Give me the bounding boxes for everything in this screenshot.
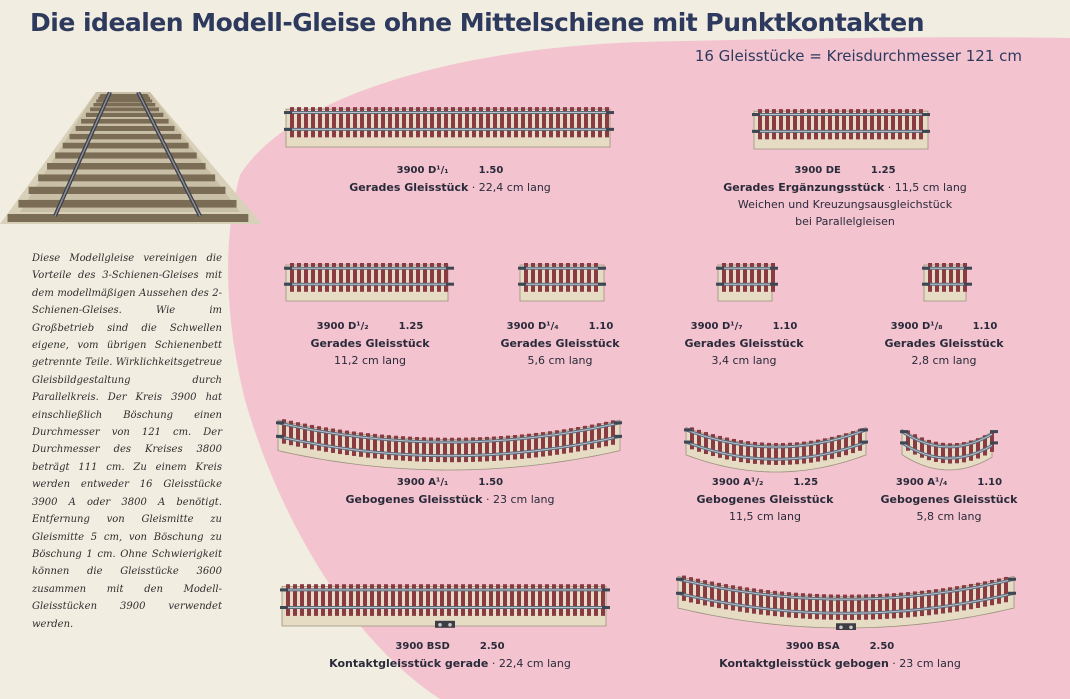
item-name: Kontaktgleisstück gebogen — [719, 657, 889, 670]
caption-3900-a1-1 — [300, 474, 600, 508]
item-code: 3900 D¹/₁ — [396, 165, 449, 176]
item-detail: · 22,4 cm lang — [468, 181, 551, 194]
caption-3900-a1-4 — [874, 474, 1024, 525]
item-code: 3900 A¹/₁ — [396, 477, 449, 488]
item-price: 1.25 — [793, 477, 819, 488]
track-image-3900-a1-2 — [684, 418, 868, 474]
item-note: 11,2 cm lang — [334, 354, 406, 367]
caption-3900-bsd — [300, 638, 600, 672]
item-code: 3900 BSA — [785, 641, 840, 652]
item-detail: · 23 cm lang — [482, 493, 555, 506]
item-code: 3900 DE — [794, 165, 841, 176]
item-price: 1.10 — [972, 321, 998, 332]
item-code: 3900 D¹/₂ — [316, 321, 369, 332]
track-image-3900-a1-1 — [276, 410, 622, 472]
intro-description: Diese Modellgleise vereinigen die Vorteile des 3-Schienen-Gleises mit dem modellmäßigen Aussehen des 2-Schienen-Gleises. Wie im Großbetrieb sind die Schwellen eigene, vom übrigen Schienenbett getrennte Teile. Wirklichkeitsgetreue Gleisbildgestaltung durch Parallelkreis. Der Kreis 3900 hat einschließlich Böschung einen Durchmesser von 121 cm. Der Durchmesser des Kreises 3800 beträgt 111 cm. Zu einem Kreis werden entweder 16 Gleisstücke 3900 A oder 3800 A benötigt. Entfernung von Gleismitte zu Gleismitte 5 cm, von Böschung zu Böschung 1 cm. Ohne Schwierigkeit können die Gleisstücke 3600 zusammen mit den Modell-Gleisstücken 3900 verwendet werden. — [32, 253, 222, 630]
item-code: 3900 D¹/₇ — [690, 321, 743, 332]
item-code: 3900 A¹/₂ — [711, 477, 764, 488]
caption-3900-a1-2 — [690, 474, 840, 525]
item-detail: · 11,5 cm lang — [884, 181, 967, 194]
item-note: Weichen und Kreuzungsausgleichstück — [737, 198, 953, 211]
page-subtitle: 16 Gleisstücke = Kreisdurchmesser 121 cm — [694, 47, 1022, 65]
item-note: 11,5 cm lang — [729, 510, 801, 523]
item-note: 5,8 cm lang — [916, 510, 982, 523]
item-detail: · 22,4 cm lang — [488, 657, 571, 670]
caption-3900-d1-4 — [490, 318, 630, 369]
item-price: 1.10 — [977, 477, 1003, 488]
page-title: Die idealen Modell-Gleise ohne Mittelschiene mit Punktkontakten — [30, 8, 925, 37]
item-note: 3,4 cm lang — [711, 354, 777, 367]
item-name: Gebogenes Gleisstück — [880, 493, 1018, 506]
item-code: 3900 A¹/₄ — [895, 477, 948, 488]
item-name: Gerades Gleisstück — [884, 337, 1004, 350]
item-name: Kontaktgleisstück gerade — [329, 657, 489, 670]
caption-3900-d1-7 — [674, 318, 814, 369]
track-perspective-illustration — [0, 92, 262, 225]
item-name: Gerades Gleisstück — [500, 337, 620, 350]
item-price: 1.10 — [588, 321, 614, 332]
caption-3900-de — [700, 162, 990, 230]
track-image-3900-bsd — [280, 578, 610, 630]
item-note: 2,8 cm lang — [911, 354, 977, 367]
item-note: 5,6 cm lang — [527, 354, 593, 367]
item-note: bei Parallelgleisen — [795, 215, 895, 228]
track-image-3900-bsa — [676, 566, 1016, 630]
item-price: 2.50 — [869, 641, 895, 652]
item-name: Gebogenes Gleisstück — [345, 493, 483, 506]
item-detail: · 23 cm lang — [888, 657, 961, 670]
item-price: 1.10 — [772, 321, 798, 332]
item-price: 2.50 — [479, 641, 505, 652]
item-price: 1.50 — [478, 477, 504, 488]
caption-3900-d1-1 — [300, 162, 600, 196]
track-image-3900-d1-8 — [922, 257, 972, 305]
item-code: 3900 D¹/₈ — [890, 321, 943, 332]
item-name: Gerades Gleisstück — [310, 337, 430, 350]
track-image-3900-d1-7 — [716, 257, 778, 305]
caption-3900-d1-8 — [874, 318, 1014, 369]
item-code: 3900 D¹/₄ — [506, 321, 559, 332]
item-name: Gebogenes Gleisstück — [696, 493, 834, 506]
item-price: 1.25 — [398, 321, 424, 332]
track-image-3900-d1-1 — [284, 101, 614, 151]
caption-3900-d1-2 — [300, 318, 440, 369]
item-name: Gerades Gleisstück — [684, 337, 804, 350]
track-image-3900-de — [752, 103, 930, 153]
item-name: Gerades Gleisstück — [349, 181, 469, 194]
track-image-3900-d1-4 — [518, 257, 606, 305]
item-price: 1.25 — [870, 165, 896, 176]
item-code: 3900 BSD — [395, 641, 450, 652]
caption-3900-bsa — [690, 638, 990, 672]
track-image-3900-a1-4 — [900, 420, 998, 472]
item-price: 1.50 — [478, 165, 504, 176]
item-name: Gerades Ergänzungsstück — [723, 181, 885, 194]
track-image-3900-d1-2 — [284, 257, 454, 305]
